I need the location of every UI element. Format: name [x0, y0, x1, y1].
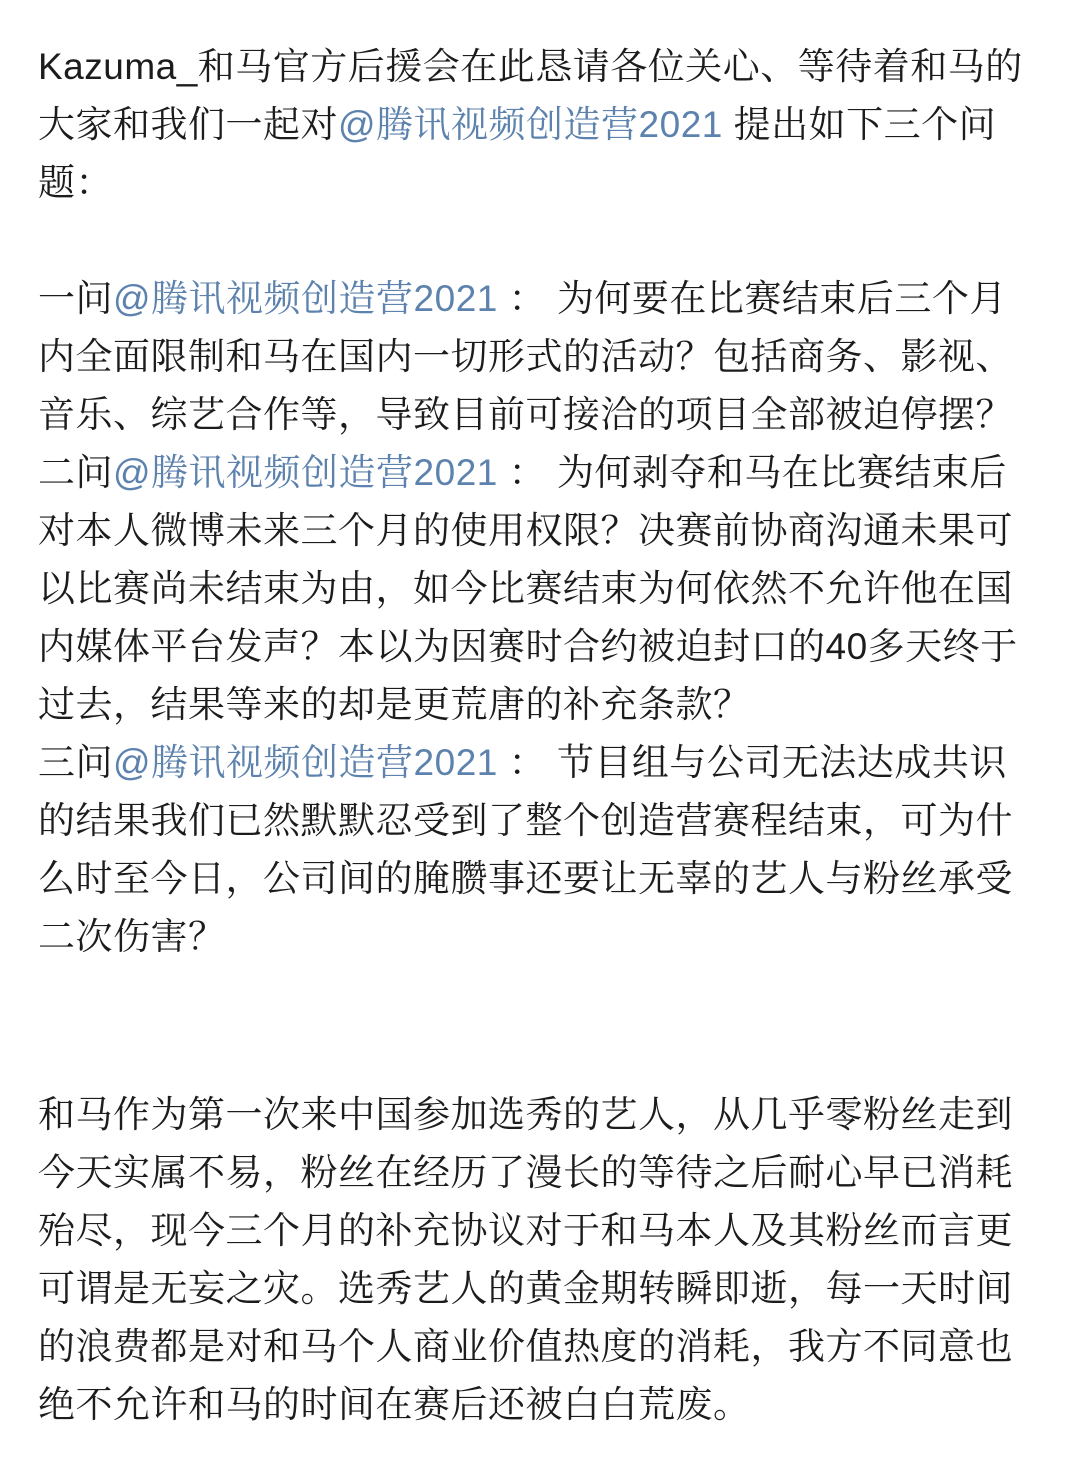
question-3-prefix: 三问	[38, 742, 113, 783]
question-1-prefix: 一问	[38, 278, 113, 319]
closing-paragraph: 和马作为第一次来中国参加选秀的艺人，从几乎零粉丝走到今天实属不易，粉丝在经历了漫长的等待之后耐心早已消耗殆尽，现今三个月的补充协议对于和马本人及其粉丝而言更可谓是无妄之灾。选秀艺人的黄金期转瞬即逝，每一天时间的浪费都是对和马个人商业价值热度的消耗，我方不同意也绝不允许和马的时间在赛后还被白白荒废。	[38, 1094, 1013, 1425]
question-1-separator: ：	[497, 278, 557, 319]
question-2-text: 为何剥夺和马在比赛结束后对本人微博未来三个月的使用权限？决赛前协商沟通未果可以比赛尚未结束为由，如今比赛结束为何依然不允许他在国内媒体平台发声？本以为因赛时合约被迫封口的40多天终于过去，结果等来的却是更荒唐的补充条款？	[38, 452, 1018, 725]
question-2-prefix: 二问	[38, 452, 113, 493]
mention-link[interactable]: @腾讯视频创造营2021	[338, 104, 723, 145]
mention-link[interactable]: @腾讯视频创造营2021	[113, 452, 498, 493]
question-1-paragraph	[38, 270, 1032, 444]
intro-text-after-mention: 提出如下三个问题：	[38, 104, 997, 203]
mention-link[interactable]: @腾讯视频创造营2021	[113, 742, 498, 783]
question-3-text: 节目组与公司无法达成共识的结果我们已然默默忍受到了整个创造营赛程结束，可为什么时至今日，公司间的腌臜事还要让无辜的艺人与粉丝承受二次伤害？	[38, 742, 1013, 957]
mention-link[interactable]: @腾讯视频创造营2021	[113, 278, 498, 319]
question-2-paragraph	[38, 444, 1032, 734]
question-1-text: 为何要在比赛结束后三个月内全面限制和马在国内一切形式的活动？包括商务、影视、音乐、综艺合作等，导致目前可接洽的项目全部被迫停摆？	[38, 278, 1013, 435]
intro-text-before-mention: Kazuma_和马官方后援会在此恳请各位关心、等待着和马的大家和我们一起对	[38, 46, 1023, 145]
question-3-separator: ：	[497, 742, 557, 783]
intro-paragraph	[38, 38, 1032, 212]
question-3-paragraph	[38, 734, 1032, 966]
question-2-separator: ：	[497, 452, 557, 493]
